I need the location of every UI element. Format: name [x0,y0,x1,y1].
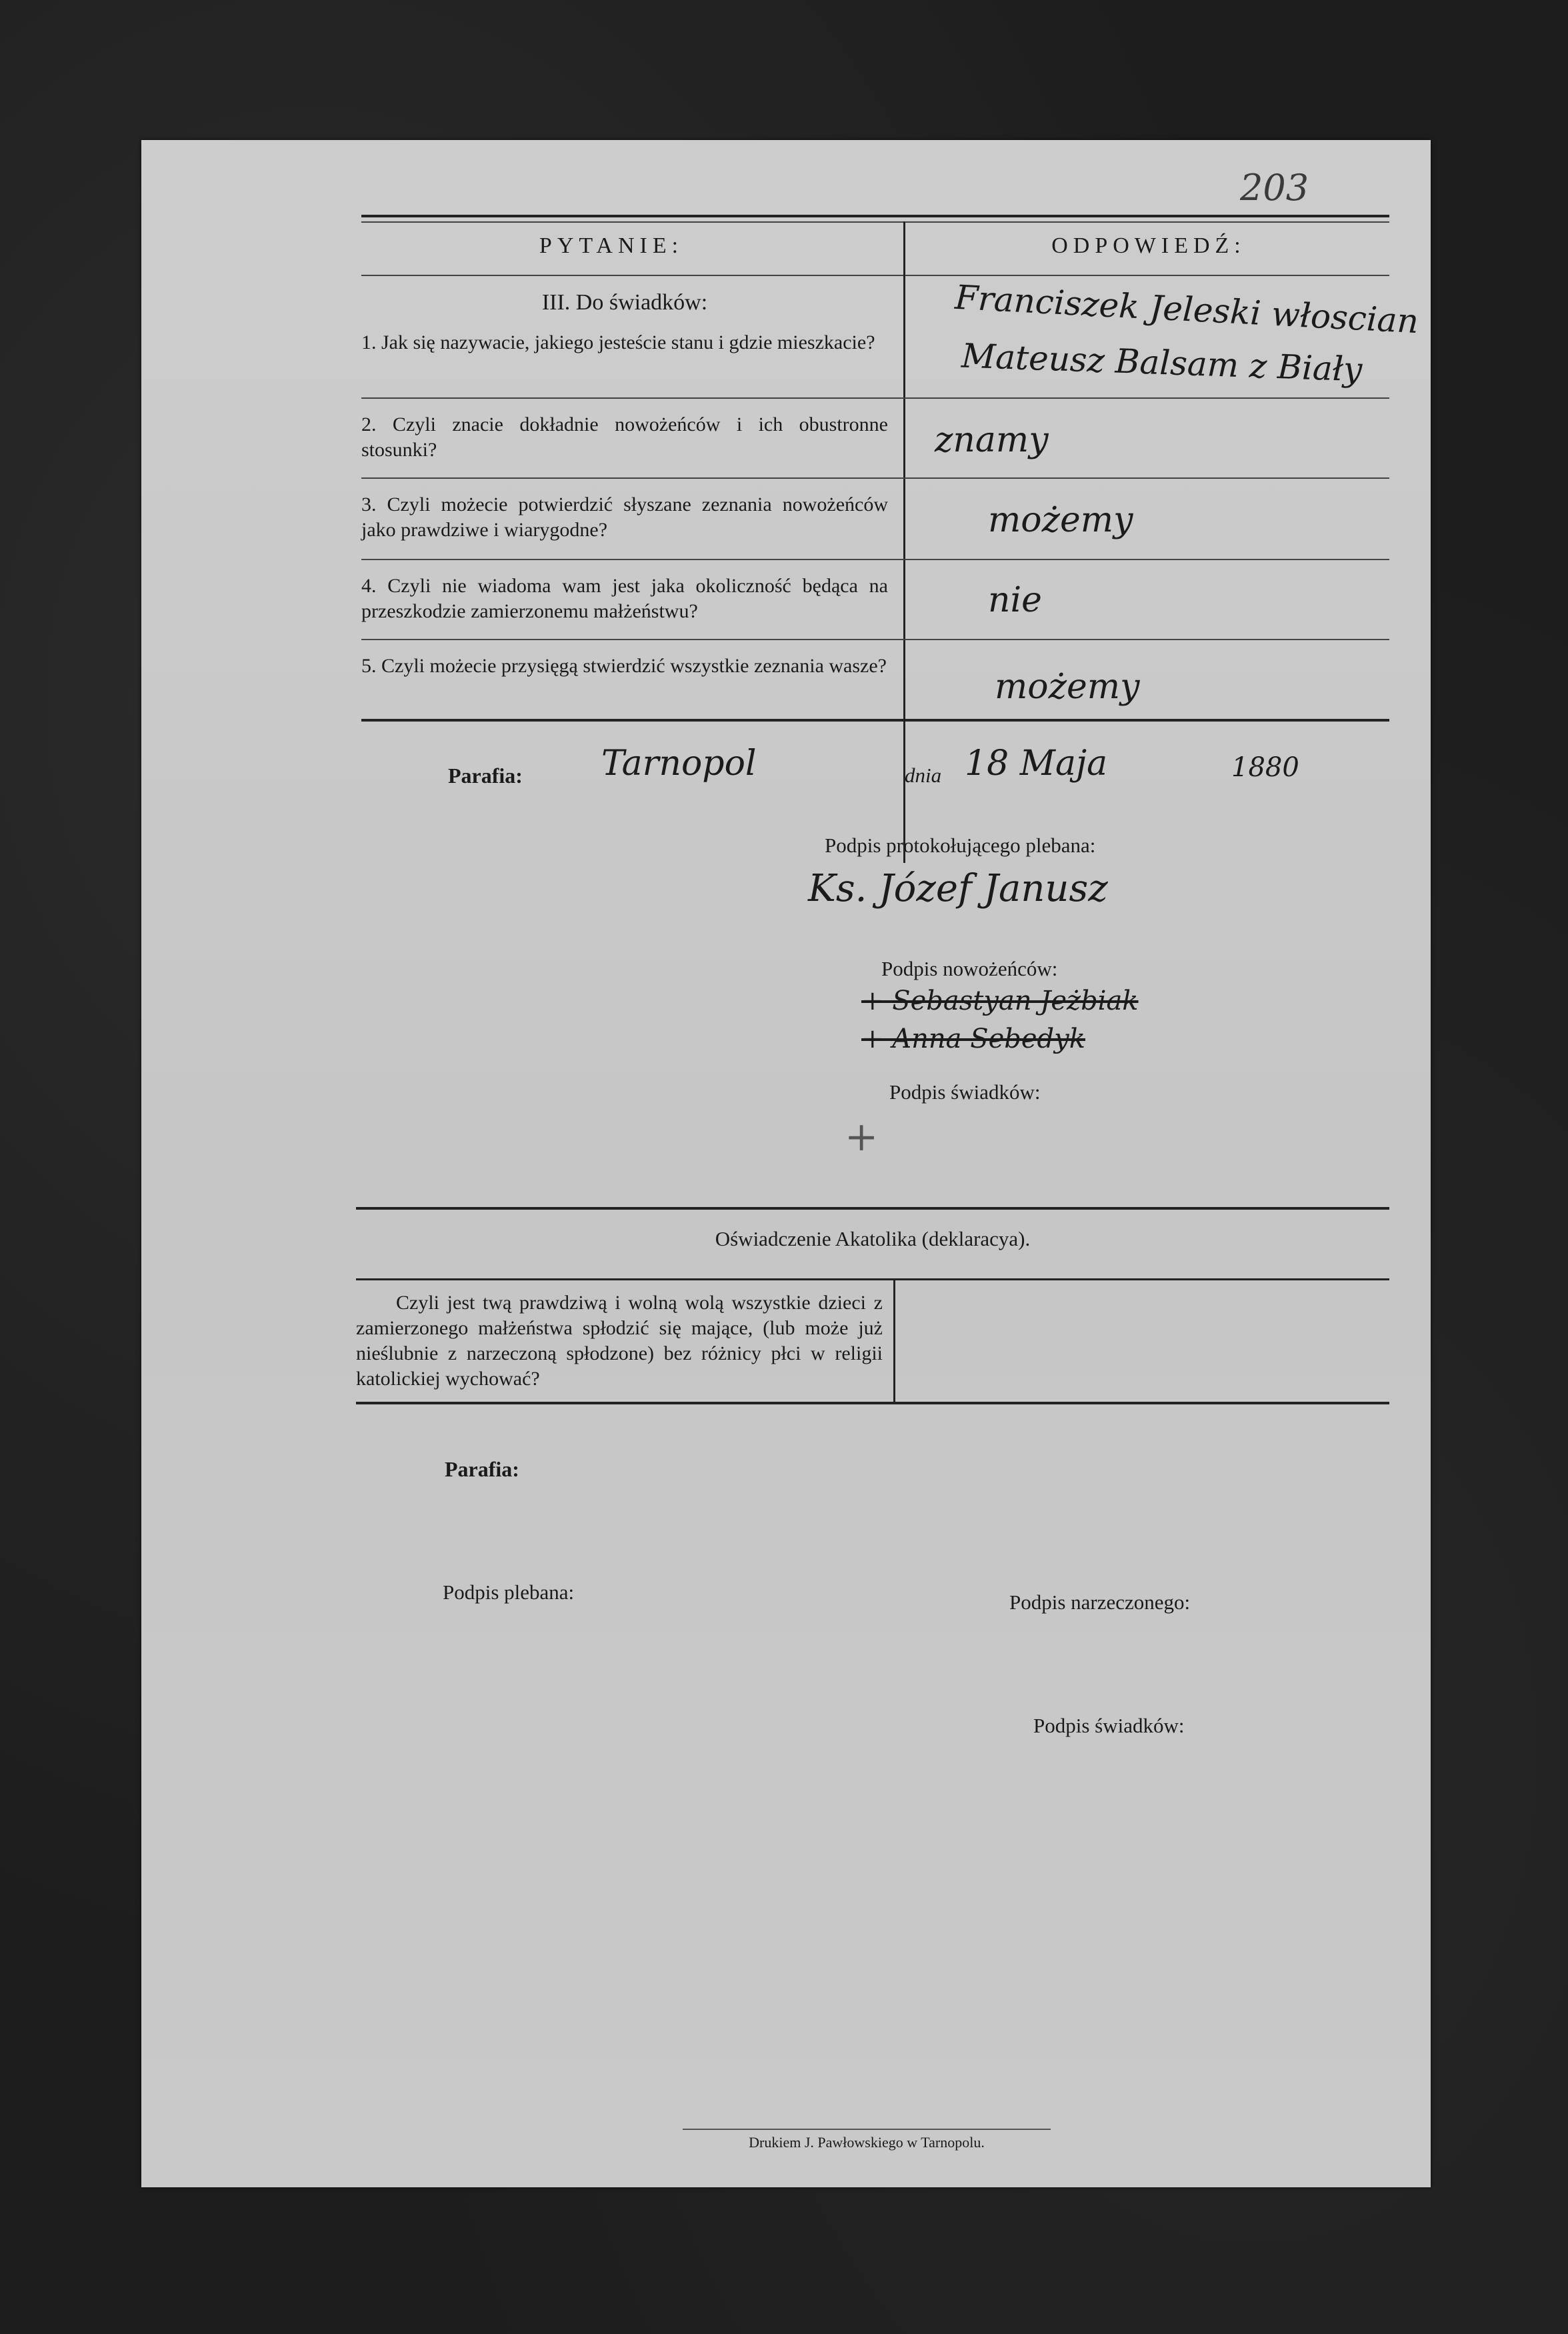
question-3: 3. Czyli możecie potwierdzić słyszane zeznania nowożeńców jako prawdziwe i wiarygodne? [361,493,888,541]
declaration-bottom-rule [356,1402,1389,1404]
row-rule-3 [361,559,1389,560]
header-question: PYTANIE: [539,233,684,258]
priest-signature: Ks. Józef Janusz [808,867,1108,910]
section-title: III. Do świadków: [541,290,708,315]
spouse-signature-2: + Anna Sebedyk [861,1024,1085,1054]
answer-1-line-1: Franciszek Jeleski włoscian [953,277,1420,341]
declaration-header-rule [356,1278,1389,1280]
priest-signature-label: Podpis protokołującego plebana: [825,834,1096,857]
declaration-question: Czyli jest twą prawdziwą i wolną wolą wszystkie dzieci z zamierzonego małżeństwa spłodzić się mające, (lub może już nieślubnie z narzeczoną spłodzone) bez różnicy płci w religii katolickiej wychować? [356,1292,883,1390]
header-answer: ODPOWIEDŹ: [1051,233,1246,258]
declaration-divider [893,1278,895,1402]
answer-3: możemy [988,500,1133,540]
parish-label: Parafia: [448,764,523,788]
witnesses-signature-label: Podpis świadków: [889,1080,1041,1104]
table-bottom-rule [361,719,1389,722]
top-rule [361,215,1389,217]
year-value: 1880 [1231,752,1299,783]
parish-name: Tarnopol [601,744,757,784]
document-sheet [141,140,1431,2187]
declaration-priest-label: Podpis plebana: [443,1580,575,1604]
question-5: 5. Czyli możecie przysięgą stwierdzić wszystkie zeznania wasze? [361,655,887,677]
printer-credit: Drukiem J. Pawłowskiego w Tarnopolu. [749,2134,985,2151]
question-1: 1. Jak się nazywacie, jakiego jesteście stanu i gdzie mieszkacie? [361,331,875,353]
header-rule [361,275,1389,276]
row-rule-2 [361,477,1389,479]
declaration-groom-label: Podpis narzeczonego: [1009,1590,1191,1614]
question-2: 2. Czyli znacie dokładnie nowożeńców i ich obustronne stosunki? [361,413,888,461]
witness-mark: + [845,1114,879,1160]
declaration-witnesses-label: Podpis świadków: [1033,1714,1185,1737]
declaration-top-rule [356,1207,1389,1210]
declaration-title: Oświadczenie Akatolika (deklaracya). [715,1227,1031,1250]
page-number: 203 [1240,167,1309,209]
date-value: 18 Maja [965,744,1108,784]
top-rule-thin [361,221,1389,223]
declaration-parish-label: Parafia: [445,1457,519,1481]
answer-4: nie [988,580,1042,620]
question-4: 4. Czyli nie wiadoma wam jest jaka okoliczność będąca na przeszkodzie zamierzonemu małżeństwu? [361,575,888,622]
printer-rule [683,2129,1051,2130]
answer-5: możemy [995,667,1140,707]
answer-2: znamy [935,420,1049,460]
answer-1-line-2: Mateusz Balsam z Biały [961,336,1363,389]
date-label: dnia [905,764,942,787]
row-rule-1 [361,397,1389,399]
row-rule-4 [361,639,1389,640]
spouse-signature-1: + Sebastyan Jeżbiak [861,986,1139,1016]
spouses-signature-label: Podpis nowożeńców: [881,957,1058,980]
